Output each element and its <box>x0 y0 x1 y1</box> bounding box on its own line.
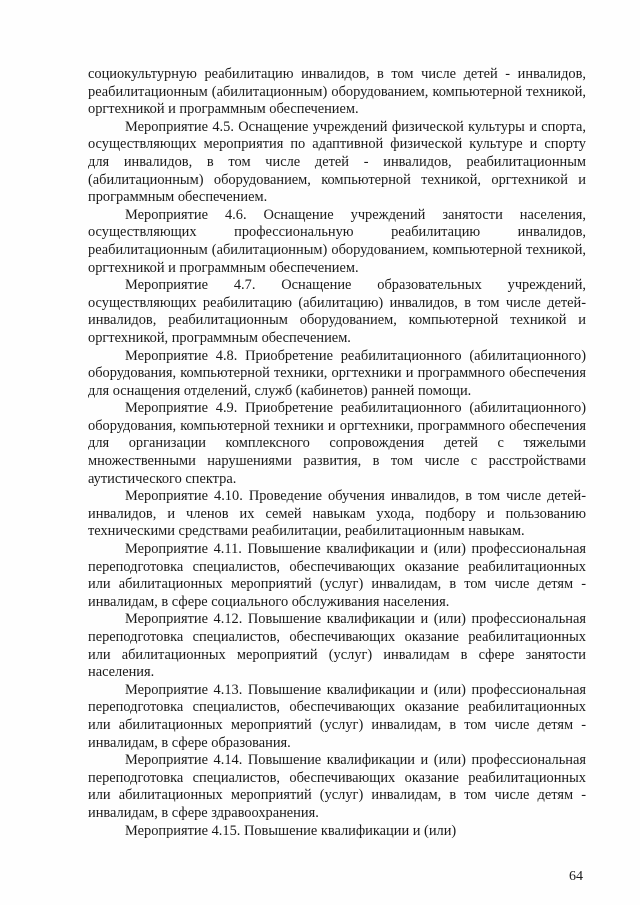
paragraph-measure-4-6: Мероприятие 4.6. Оснащение учреждений занятости населения, осуществляющих профессиональную реабилитацию инвалидов, реабилитационным (абилитационным) оборудованием, компьютерной техникой, оргтехникой и программным обеспечением. <box>88 206 586 276</box>
paragraph-measure-4-13: Мероприятие 4.13. Повышение квалификации и (или) профессиональная переподготовка специалистов, обеспечивающих оказание реабилитационных или абилитационных мероприятий (услуг) инвалидам, в том числе детям - инвалидам, в сфере образования. <box>88 681 586 751</box>
paragraph-measure-4-5: Мероприятие 4.5. Оснащение учреждений физической культуры и спорта, осуществляющих мероприятия по адаптивной физической культуре и спорту для инвалидов, в том числе детей - инвалидов, реабилитационным (абилитационным) оборудованием, компьютерной техникой, оргтехникой и программным обеспечением. <box>88 118 586 206</box>
paragraph-continuation: социокультурную реабилитацию инвалидов, в том числе детей - инвалидов, реабилитационным (абилитационным) оборудованием, компьютерной техникой, оргтехникой и программным обеспечением. <box>88 66 586 118</box>
paragraph-measure-4-10: Мероприятие 4.10. Проведение обучения инвалидов, в том числе детей-инвалидов, и членов их семей навыкам ухода, подбору и пользованию техническими средствами реабилитации, реабилитационным навыкам. <box>88 488 586 540</box>
page-number: 64 <box>569 869 583 884</box>
body-text <box>88 66 586 840</box>
paragraph-measure-4-11: Мероприятие 4.11. Повышение квалификации и (или) профессиональная переподготовка специалистов, обеспечивающих оказание реабилитационных или абилитационных мероприятий (услуг) инвалидам, в том числе детям - инвалидам, в сфере социального обслуживания населения. <box>88 541 586 610</box>
paragraph-measure-4-14: Мероприятие 4.14. Повышение квалификации и (или) профессиональная переподготовка специалистов, обеспечивающих оказание реабилитационных или абилитационных мероприятий (услуг) инвалидам, в том числе детям - инвалидам, в сфере здравоохранения. <box>88 752 586 821</box>
paragraph-measure-4-15: Мероприятие 4.15. Повышение квалификации и (или) <box>125 822 457 839</box>
paragraph-measure-4-8: Мероприятие 4.8. Приобретение реабилитационного (абилитационного) оборудования, компьютерной техники, оргтехники и программного обеспечения для оснащения отделений, служб (кабинетов) ранней помощи. <box>88 347 586 399</box>
paragraph-measure-4-9: Мероприятие 4.9. Приобретение реабилитационного (абилитационного) оборудования, компьютерной техники и оргтехники, программного обеспечения для организации комплексного сопровождения детей с тяжелыми множественными нарушениями развития, в том числе с расстройствами аутистического спектра. <box>88 400 586 487</box>
paragraph-measure-4-12: Мероприятие 4.12. Повышение квалификации и (или) профессиональная переподготовка специалистов, обеспечивающих оказание реабилитационных или абилитационных мероприятий (услуг) инвалидам в сфере занятости населения. <box>88 611 586 681</box>
paragraph-measure-4-7: Мероприятие 4.7. Оснащение образовательных учреждений, осуществляющих реабилитацию (абилитацию) инвалидов, в том числе детей-инвалидов, реабилитационным оборудованием, компьютерной техникой и оргтехникой, программным обеспечением. <box>88 277 586 346</box>
